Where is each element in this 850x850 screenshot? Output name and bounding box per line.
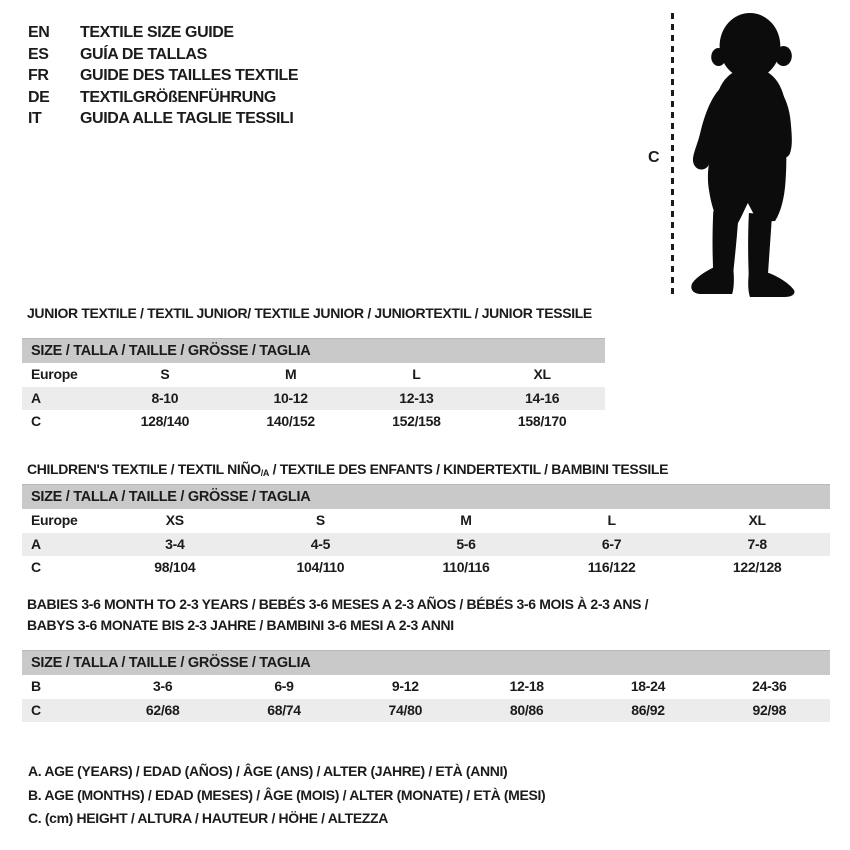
table-cell: 9-12 [391, 678, 419, 694]
height-measure-dashed-line [671, 13, 674, 294]
table-row [22, 509, 830, 533]
height-measure-label: C [648, 149, 660, 166]
table-row [22, 387, 605, 411]
table-cell: 74/80 [388, 701, 423, 718]
table-cell: 104/110 [296, 559, 345, 575]
title-text: CHILDREN'S TEXTILE / TEXTIL NIÑO [27, 461, 261, 477]
table-cell: 92/98 [752, 701, 787, 718]
table-row [22, 699, 830, 723]
table-cell: 24-36 [752, 678, 787, 694]
table-row [22, 410, 605, 434]
table-cell: 7-8 [747, 535, 767, 552]
legend-line-b: B. AGE (MONTHS) / EDAD (MESES) / ÂGE (MOIS) / ALTER (MONATE) / ETÀ (MESI) [28, 786, 546, 803]
table-cell: 158/170 [517, 413, 567, 429]
table-cell: 62/68 [145, 701, 180, 718]
table-cell: L [412, 366, 421, 382]
row-label: Europe [31, 512, 78, 528]
table-row [22, 675, 830, 699]
row-label: A [31, 389, 41, 406]
junior-size-table [22, 338, 605, 434]
list-item [28, 87, 298, 109]
table-cell: 110/116 [442, 559, 490, 575]
list-item [28, 22, 298, 44]
measurement-legend [28, 760, 545, 831]
row-label: Europe [31, 366, 78, 382]
title-text: / TEXTILE DES ENFANTS / KINDERTEXTIL / BAMBINI TESSILE [269, 461, 669, 477]
language-code: IT [28, 110, 42, 127]
table-cell: 68/74 [267, 701, 301, 718]
table-cell: XL [748, 512, 766, 528]
table-cell: 3-4 [165, 535, 185, 552]
title-subscript: /A [260, 468, 270, 478]
table-cell: 10-12 [273, 389, 308, 406]
childrens-size-table [22, 484, 830, 580]
table-cell: M [284, 366, 297, 382]
guide-title: GUIDE DES TAILLES TEXTILE [80, 67, 299, 84]
list-item [28, 108, 298, 130]
table-cell: XL [533, 366, 551, 382]
table-cell: S [315, 512, 325, 528]
table-cell: 116/122 [587, 559, 636, 575]
table-cell: 6-9 [274, 678, 294, 694]
table-cell: 6-7 [601, 535, 622, 552]
table-cell: 12-18 [509, 678, 544, 694]
table-cell: L [607, 512, 616, 528]
table-cell: 86/92 [631, 701, 665, 718]
size-table-header: SIZE / TALLA / TAILLE / GRÖSSE / TAGLIA [22, 650, 830, 675]
row-label: C [31, 701, 41, 718]
language-code: FR [28, 67, 49, 84]
table-cell: 3-6 [152, 678, 173, 694]
table-cell: 98/104 [154, 559, 196, 575]
legend-line-a: A. AGE (YEARS) / EDAD (AÑOS) / ÂGE (ANS) / ALTER (JAHRE) / ETÀ (ANNI) [28, 763, 508, 779]
guide-title: TEXTILE SIZE GUIDE [80, 24, 234, 41]
list-item [28, 44, 298, 66]
table-cell: 5-6 [456, 535, 476, 552]
language-title-list [28, 22, 298, 130]
language-code: DE [28, 88, 50, 106]
table-cell: 122/128 [732, 559, 782, 575]
table-cell: 140/152 [266, 413, 315, 429]
legend-line-c: C. (cm) HEIGHT / ALTURA / HAUTEUR / HÖHE / ALTEZZA [28, 810, 388, 826]
guide-title: GUÍA DE TALLAS [80, 45, 207, 63]
row-label: C [31, 413, 41, 429]
childrens-section-title [27, 459, 668, 484]
guide-title: GUIDA ALLE TAGLIE TESSILI [80, 110, 294, 127]
toddler-silhouette [684, 5, 818, 297]
size-table-header: SIZE / TALLA / TAILLE / GRÖSSE / TAGLIA [22, 338, 605, 363]
table-cell: S [160, 366, 170, 382]
table-row [22, 533, 830, 557]
table-cell: XS [165, 512, 184, 528]
language-code: EN [28, 24, 50, 41]
table-cell: 14-16 [524, 389, 560, 406]
title-line-1: BABIES 3-6 MONTH TO 2-3 YEARS / BEBÉS 3-6 MESES A 2-3 AÑOS / BÉBÉS 3-6 MOIS À 2-3 ANS / [27, 596, 649, 612]
size-table-header: SIZE / TALLA / TAILLE / GRÖSSE / TAGLIA [22, 484, 830, 509]
table-cell: 8-10 [151, 389, 179, 406]
table-cell: 4-5 [310, 535, 331, 552]
table-cell: 12-13 [399, 389, 434, 406]
table-cell: 80/86 [509, 701, 544, 718]
table-row [22, 556, 830, 580]
guide-title: TEXTILGRÖßENFÜHRUNG [80, 88, 276, 106]
babies-section-title [27, 594, 648, 636]
table-row [22, 363, 605, 387]
table-cell: 128/140 [140, 413, 190, 429]
table-cell: 152/158 [392, 413, 441, 429]
table-cell: M [460, 512, 472, 528]
list-item [28, 65, 298, 87]
junior-section-title: JUNIOR TEXTILE / TEXTIL JUNIOR/ TEXTILE JUNIOR / JUNIORTEXTIL / JUNIOR TESSILE [27, 305, 592, 321]
row-label: A [31, 535, 41, 552]
row-label: C [31, 559, 41, 575]
language-code: ES [28, 45, 49, 63]
title-line-2: BABYS 3-6 MONATE BIS 2-3 JAHRE / BAMBINI 3-6 MESI A 2-3 ANNI [27, 617, 454, 633]
row-label: B [31, 678, 41, 694]
table-cell: 18-24 [630, 678, 666, 694]
babies-size-table [22, 650, 830, 722]
